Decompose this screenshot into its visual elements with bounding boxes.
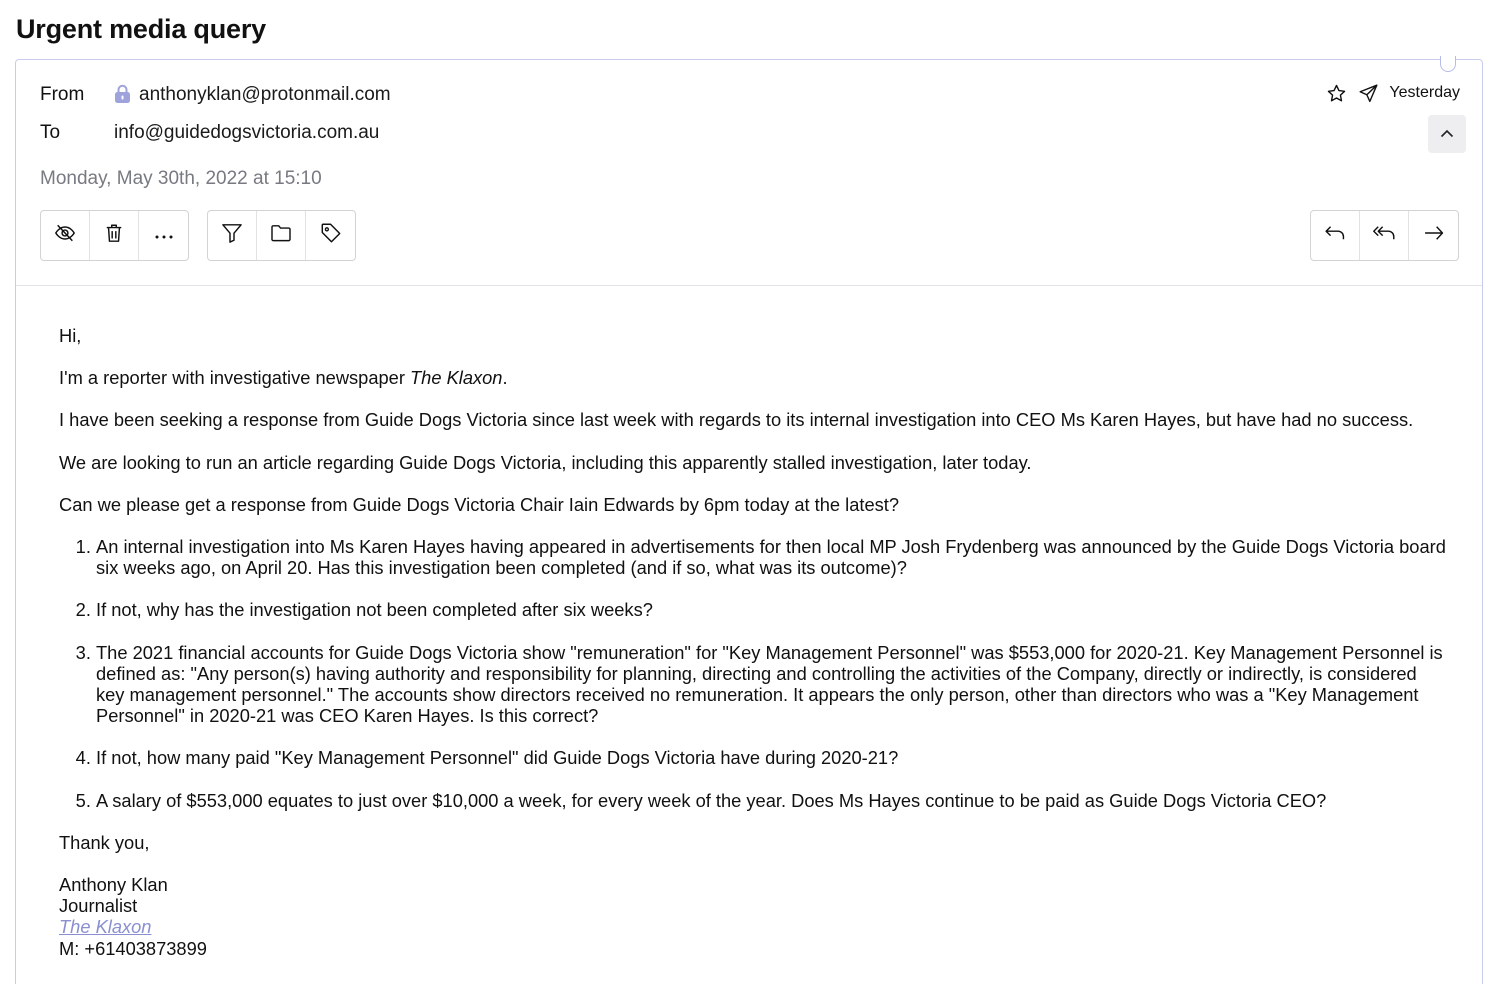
question-item: 3. The 2021 financial accounts for Guide Dogs Victoria show "remuneration" for "Key Management Personnel" was $553,000 for 2020-21. Key Management Personnel is defined as: "Any person(s) having authority and responsibility for planning, directing and controlling the activities of the Company, directly or indirectly, is considered key management personnel." The accounts show directors received no remuneration. It appears the only person, other than directors who was a "Key Management Personnel" in 2020-21 was CEO Karen Hayes. Is this correct?	[96, 642, 1446, 727]
reply-button[interactable]	[1311, 211, 1360, 260]
to-address[interactable]: info@guidedogsvictoria.com.au	[114, 122, 380, 143]
greeting: Hi,	[59, 325, 82, 346]
question-item: 2. If not, why has the investigation not been completed after six weeks?	[96, 599, 1446, 620]
label-button[interactable]	[306, 211, 355, 260]
signature	[59, 874, 1446, 959]
intro-publication: The Klaxon	[410, 367, 503, 389]
signature-name: Anthony Klan	[59, 874, 168, 896]
message-date: Monday, May 30th, 2022 at 15:10	[40, 168, 322, 189]
signature-title: Journalist	[59, 895, 138, 917]
chevron-up-icon	[1440, 125, 1454, 143]
lock-icon	[114, 84, 132, 104]
trash-icon	[104, 222, 124, 249]
forward-icon	[1423, 225, 1445, 246]
to-row	[40, 122, 379, 144]
intro-paragraph	[59, 367, 1446, 388]
sent-icon	[1357, 82, 1379, 104]
question-item: 5. A salary of $553,000 equates to just over $10,000 a week, for every week of the year. Does Ms Hayes continue to be paid as Guide Dogs Victoria CEO?	[96, 790, 1446, 811]
delete-button[interactable]	[90, 211, 139, 260]
header-divider	[16, 285, 1482, 286]
tag-icon	[320, 222, 342, 249]
toolbar-reply	[1310, 210, 1459, 261]
body-paragraph: We are looking to run an article regarding Guide Dogs Victoria, including this apparently stalled investigation, later today.	[59, 451, 1032, 473]
collapse-button[interactable]	[1428, 115, 1466, 153]
message-card	[15, 59, 1483, 984]
intro-prefix: I'm a reporter with investigative newspaper	[59, 367, 410, 389]
more-button[interactable]	[139, 211, 188, 260]
email-subject: Urgent media query	[16, 14, 266, 44]
reply-icon	[1324, 225, 1346, 246]
to-label: To	[40, 122, 61, 143]
filter-icon	[221, 223, 243, 248]
toolbar-organize	[207, 210, 356, 261]
closing: Thank you,	[59, 831, 150, 853]
message-meta	[1325, 82, 1460, 104]
publication-link[interactable]: The Klaxon	[59, 916, 152, 938]
body-paragraph: I have been seeking a response from Guide Dogs Victoria since last week with regards to its internal investigation into CEO Ms Karen Hayes, but have had no success.	[59, 409, 1414, 431]
question-item: 1. An internal investigation into Ms Karen Hayes having appeared in advertisements for then local MP Josh Frydenberg was announced by the Guide Dogs Victoria board six weeks ago, on April 20. Has this investigation been completed (and if so, what was its outcome)?	[96, 536, 1446, 578]
from-label: From	[40, 84, 85, 105]
reply-all-button[interactable]	[1360, 211, 1409, 260]
filter-button[interactable]	[208, 211, 257, 260]
forward-button[interactable]	[1409, 211, 1458, 260]
signature-phone: M: +61403873899	[59, 937, 207, 959]
from-row	[40, 84, 391, 106]
received-time: Yesterday	[1389, 84, 1460, 101]
from-address[interactable]: anthonyklan@protonmail.com	[139, 84, 391, 105]
reply-all-icon	[1372, 225, 1396, 246]
eye-off-icon	[54, 222, 76, 249]
more-icon	[154, 227, 174, 245]
move-to-folder-button[interactable]	[257, 211, 306, 260]
folder-icon	[270, 224, 292, 247]
question-item: 4. If not, how many paid "Key Management Personnel" did Guide Dogs Victoria have during 2020-21?	[96, 747, 1446, 768]
message-body	[59, 325, 1446, 959]
card-notch	[1440, 56, 1456, 72]
toolbar-message-actions	[40, 210, 189, 261]
questions-list	[96, 536, 1446, 811]
star-icon[interactable]	[1325, 82, 1347, 104]
mark-unread-button[interactable]	[41, 211, 90, 260]
intro-suffix: .	[502, 367, 508, 389]
body-paragraph: Can we please get a response from Guide Dogs Victoria Chair Iain Edwards by 6pm today at the latest?	[59, 493, 900, 515]
